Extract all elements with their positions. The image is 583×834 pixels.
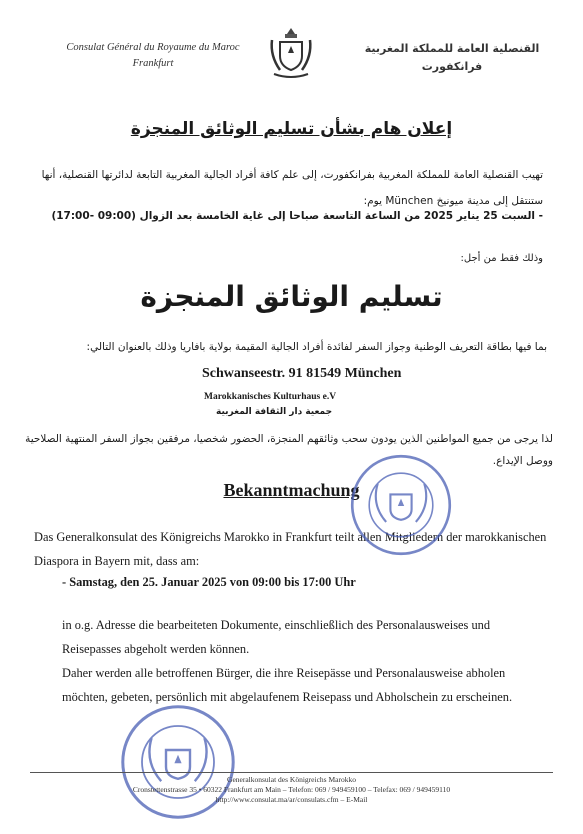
german-paragraph-1: Das Generalkonsulat des Königreichs Marokko in Frankfurt teilt allen Mitgliedern der marokkanischen Diaspora in Bayern mit, dass am: [34, 530, 547, 568]
german-paragraph-2 [62, 613, 552, 709]
footer-line-1: Generalkonsulat des Königreichs Marokko [227, 775, 356, 784]
arabic-big-title: تسليم الوثائق المنجزة [140, 280, 443, 313]
coat-of-arms-icon [268, 26, 314, 80]
german-title: Bekanntmachung [223, 480, 360, 500]
header-french-line1: Consulat Général du Royaume du Maroc [66, 42, 240, 53]
arabic-paragraph-2: بما فيها بطاقة التعريف الوطنية وجواز السفر لفائدة أفراد الجالية المقيمة بولاية بافاريا وذلك بالعنوان التالي: [86, 341, 547, 353]
footer [0, 775, 583, 805]
german-date-line: - Samstag, den 25. Januar 2025 von 09:00 bis 17:00 Uhr [62, 575, 356, 589]
arabic-paragraph-3: لذا يرجى من جميع المواطنين الذين يودون سحب وثائقهم المنجزة، الحضور شخصيا، مرفقين بجواز السفر المنتهية الصلاحية ووصل الإيداع. [25, 433, 553, 467]
header-arabic-line2: فرانكفورت [421, 60, 483, 73]
consulate-stamp-icon [348, 452, 454, 558]
arabic-title: إعلان هام بشأن تسليم الوثائق المنجزة [130, 119, 453, 139]
kulturhaus-name: Marokkanisches Kulturhaus e.V [204, 392, 337, 402]
header-french-line2: Frankfurt [132, 58, 174, 69]
footer-line-3: http://www.consulat.ma/ar/consulats.cfm – E-Mail [215, 795, 368, 804]
header-french [48, 40, 258, 72]
german-paragraph-2-text: in o.g. Adresse die bearbeiteten Dokumente, einschließlich des Personalausweises und Reisepasses abgeholt werden können. [62, 618, 491, 656]
arabic-paragraph-1: تهيب القنصلية العامة للمملكة المغربية بفرانكفورت، إلى علم كافة أفراد الجالية المغربية التابعة لدائرتها القنصلية، أنها ستنتقل إلى مدينة ميونيخ München يوم: [41, 169, 543, 207]
header-arabic-line1: القنصلية العامة للمملكة المغربية [364, 42, 540, 55]
footer-divider [30, 772, 553, 773]
kulturhaus-name-arabic: جمعية دار الثقافة المغربية [216, 407, 333, 417]
arabic-for-line: وذلك فقط من أجل: [460, 253, 543, 264]
arabic-date-line: - السبت 25 يناير 2025 من الساعة التاسعة صباحا إلى غاية الخامسة بعد الزوال (09:00 -17:00) [51, 210, 543, 222]
header-arabic [357, 40, 547, 76]
footer-line-2: Cronstettenstrasse 35 • 60322 Frankfurt am Main – Telefon: 069 / 949459100 – Telefax: 069 / 949459110 [132, 785, 451, 794]
german-paragraph-3-text: Daher werden alle betroffenen Bürger, die ihre Reisepässe und Personalausweise abholen möchten, gebeten, persönlich mit abgelaufenem Reisepass und Abholschein zu erscheinen. [62, 666, 513, 704]
address: Schwanseestr. 91 81549 München [202, 366, 402, 381]
